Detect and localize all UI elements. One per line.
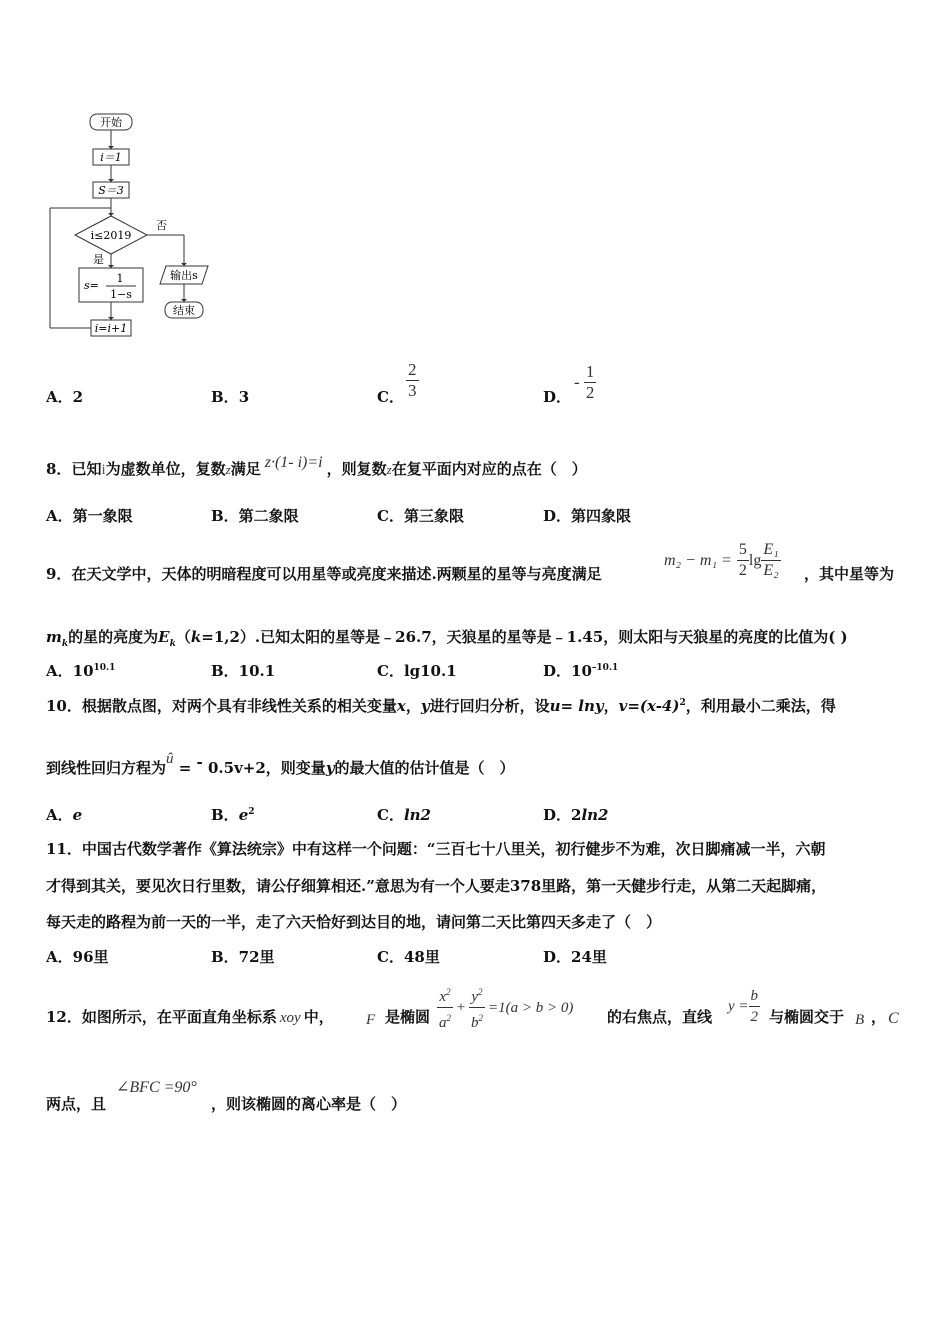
q10-stem-line1: 10．根据散点图，对两个具有非线性关系的相关变量x，y进行回归分析，设u= lny，$v=(x-4)^2$，利用最小二乘法，得 (46, 697, 836, 715)
flowchart-assign-num: 1 (116, 272, 124, 285)
q12-comma: ， (871, 1008, 887, 1026)
q7-option-b[interactable]: B．3 (211, 388, 250, 406)
q9-option-b[interactable]: B．10.1 (211, 662, 276, 680)
flowchart-output-label: 输出s (170, 269, 198, 282)
q8-option-a[interactable]: A．第一象限 (46, 507, 133, 525)
flowchart-end-label: 结束 (173, 304, 195, 317)
q12-focus-F: F (366, 1012, 376, 1028)
q12-point-B: B (855, 1012, 865, 1028)
q12-stem-line1d: 的右焦点，直线 (607, 1008, 713, 1026)
q12-stem-line2b: ，则该椭圆的离心率是（ ） (211, 1095, 407, 1113)
q9-option-a[interactable]: A．$10^{10.1}$ (46, 662, 116, 680)
flowchart-condition-label: i≤2019 (90, 229, 132, 242)
q11-option-d[interactable]: D．24里 (543, 948, 607, 966)
q7-option-d-fraction: - $\frac{1}{2}$ (574, 362, 595, 402)
q8-stem: 8．已知i为虚数单位，复数z满足 z·(1- i)=i ，则复数z在复平面内对应的点在（ ） (46, 454, 587, 478)
q12-point-C: C (888, 1010, 899, 1027)
q12-stem-line1e: 与椭圆交于 (769, 1008, 845, 1026)
q10-option-d[interactable]: D．2ln2 (543, 806, 609, 824)
q11-stem-line2: 才得到其关，要见次日行里数，请公仔细算相还.”意思为有一个人要走378里路，第一天健步行走，从第二天起脚痛， (46, 877, 827, 895)
q10-stem-line2: 到线性回归方程为û = - 0.5v+2，则变量y的最大值的估计值是（ ） (46, 751, 515, 777)
q10-option-b[interactable]: B．$e^2$ (211, 806, 255, 824)
q12-ellipse-equation: $\frac{x^2}{a^2}$ + $\frac{y^2}{b^2}$ =1(a > b > 0) (437, 982, 573, 1033)
q9-option-c[interactable]: C．lg10.1 (377, 662, 457, 680)
q9-option-d[interactable]: D．$10^{-10.1}$ (543, 662, 619, 680)
q8-option-d[interactable]: D．第四象限 (543, 507, 632, 525)
q7-option-a[interactable]: A．2 (46, 388, 84, 406)
q10-option-c[interactable]: C．ln2 (377, 806, 431, 824)
flowchart-init-s-label: S＝3 (98, 184, 124, 197)
q7-option-d-letter[interactable]: D． (543, 388, 572, 406)
q8-option-b[interactable]: B．第二象限 (211, 507, 299, 525)
q9-stem-line2: $m_k$的星的亮度为$E_k(k=1,2)$.已知太阳的星等是﹣26.7，天狼星的星等是﹣1.45，则太阳与天狼星的亮度的比值为( ) (46, 628, 848, 649)
flowchart-assign-den: 1−s (110, 288, 132, 301)
q11-option-a[interactable]: A．96里 (46, 948, 109, 966)
q11-stem-line1: 11．中国古代数学著作《算法统宗》中有这样一个问题：“三百七十八里关，初行健步不为难，次日脚痛减一半，六朝 (46, 840, 826, 858)
flowchart-assign-lhs: s= (84, 279, 99, 292)
q9-stem-line1-end: ，其中星等为 (804, 565, 895, 583)
q12-stem-line1c: 是椭圆 (385, 1008, 431, 1026)
q11-option-c[interactable]: C．48里 (377, 948, 440, 966)
flowchart-increment-label: i=i+1 (94, 322, 128, 335)
q7-option-c-fraction: $\frac{2}{3}$ (408, 360, 417, 400)
q7-option-c-letter[interactable]: C． (377, 388, 404, 406)
flowchart-diagram (44, 108, 224, 348)
q11-stem-line3: 每天走的路程为前一天的一半，走了六天恰好到达目的地，请问第二天比第四天多走了（ ） (46, 913, 662, 931)
q12-angle: ∠BFC =90° (116, 1079, 197, 1096)
q11-option-b[interactable]: B．72里 (211, 948, 275, 966)
q9-stem-line1: 9．在天文学中，天体的明暗程度可以用星等或亮度来描述.两颗星的星等与亮度满足 (46, 565, 602, 583)
q9-formula: m₂ − m₁ = $\frac{5}{2}$ lg $\frac{\text{E₁}}{\text{E₂}}$ (664, 541, 779, 579)
flowchart-no-label: 否 (156, 219, 167, 232)
q8-option-c[interactable]: C．第三象限 (377, 507, 464, 525)
flowchart-yes-label: 是 (93, 253, 104, 266)
q12-stem-line1a: 12．如图所示，在平面直角坐标系 xoy 中， (46, 1008, 334, 1026)
q12-stem-line2a: 两点，且 (46, 1095, 107, 1113)
flowchart-init-i-label: i＝1 (100, 151, 122, 164)
q12-line-equation: y = $\frac{b}{2}$ (728, 988, 759, 1025)
flowchart-start-label: 开始 (100, 116, 122, 129)
q10-option-a[interactable]: A．e (46, 806, 83, 824)
